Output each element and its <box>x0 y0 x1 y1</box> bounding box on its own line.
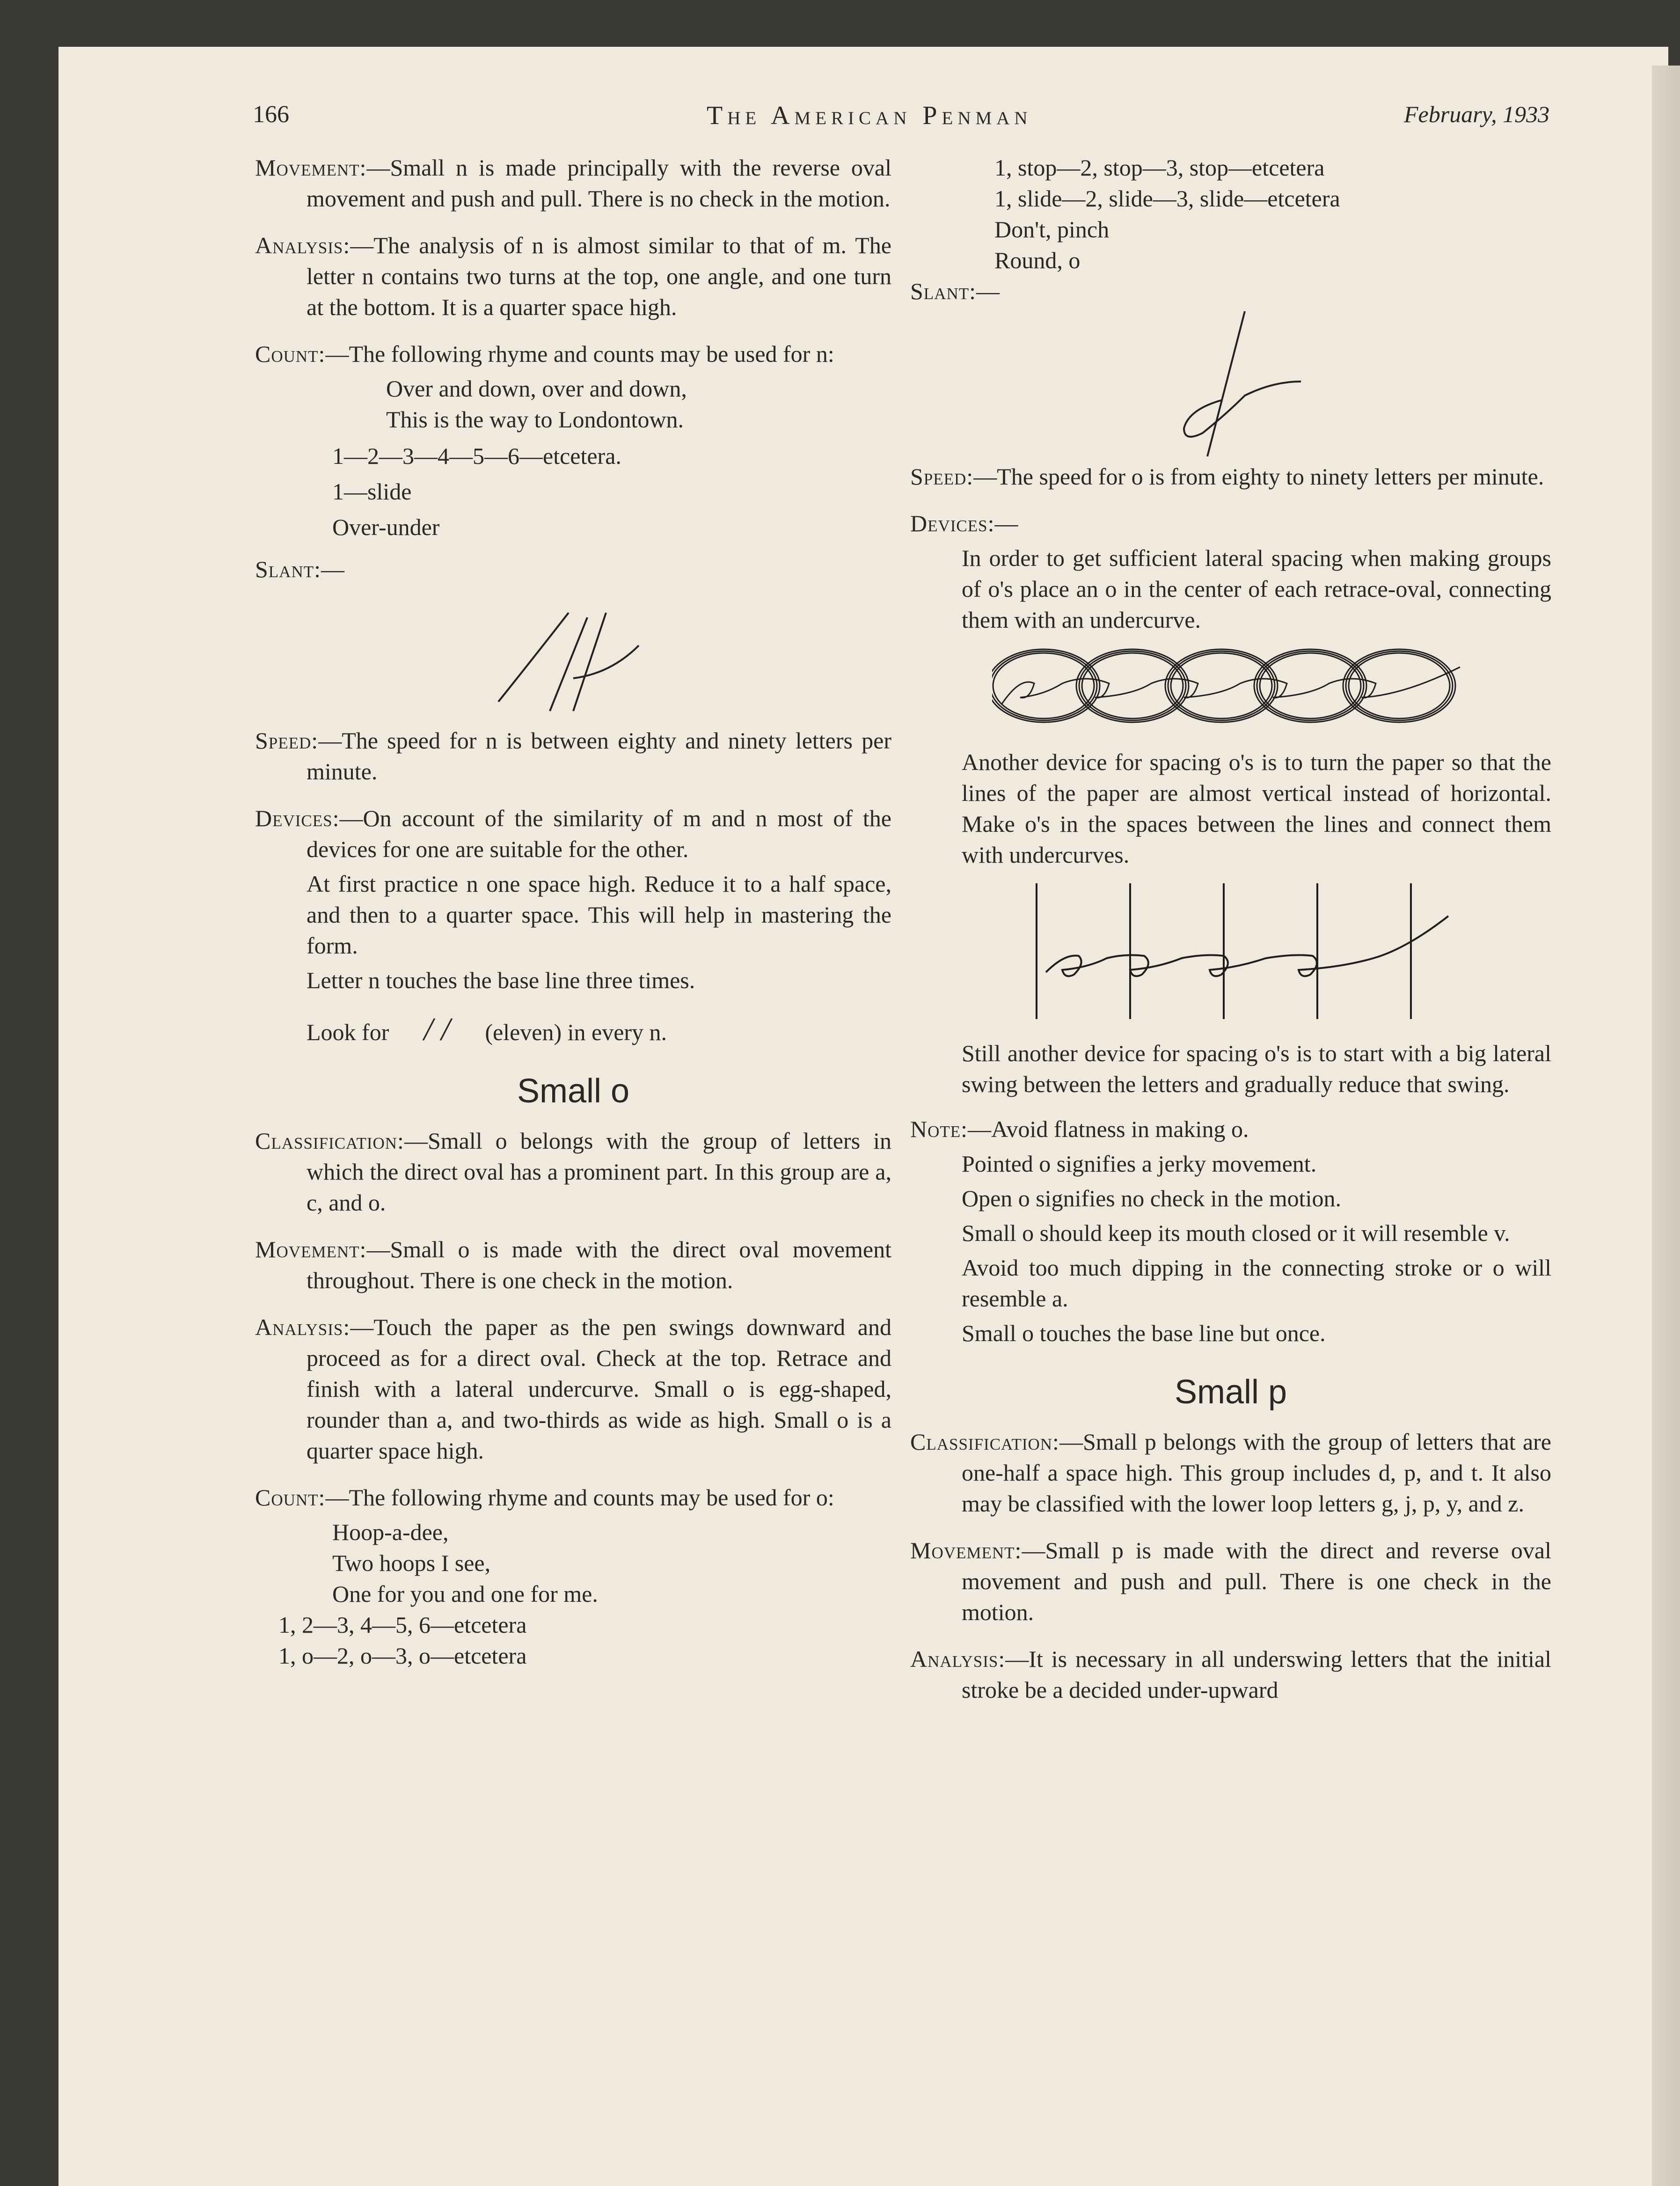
retrace-ovals-diagram <box>992 639 1469 733</box>
vertical-lines-diagram <box>985 874 1476 1028</box>
section-text: —Avoid flatness in making o. <box>968 1116 1249 1142</box>
count-line: 1, slide—2, slide—3, slide—etcetera <box>994 185 1340 212</box>
section-text: — <box>994 510 1018 536</box>
section-label: Analysis: <box>255 1314 351 1340</box>
section-label: Note: <box>910 1116 968 1142</box>
section-label: Movement: <box>910 1537 1022 1563</box>
note-o-detail: Open o signifies no check in the motion. <box>962 1185 1341 1211</box>
count-line: Don't, pinch <box>994 216 1110 242</box>
look-for-label: Look for <box>307 1019 389 1045</box>
section-text: —It is necessary in all underswing letters that the initial stroke be a decided under-upward <box>962 1646 1551 1703</box>
count-line: Round, o <box>994 247 1081 273</box>
count-line: 1—slide <box>332 478 412 505</box>
issue-date: February, 1933 <box>1404 101 1550 127</box>
note-o-paragraph <box>910 1114 1551 1144</box>
section-text: —Small n is made principally with the reverse oval movement and push and pull. There is no check in the motion. <box>307 154 891 212</box>
devices-o-paragraph <box>910 508 1551 539</box>
section-label: Count: <box>255 1484 326 1511</box>
section-label: Devices: <box>910 510 995 536</box>
analysis-p-paragraph <box>910 1643 1551 1705</box>
section-text: — <box>321 556 345 582</box>
eleven-symbol: / / <box>424 1012 451 1048</box>
devices-o-detail: Another device for spacing o's is to turn the paper so that the lines of the paper are almost vertical instead of horizontal. Make o's in the spaces between the lines and connect them with undercurves. <box>962 749 1551 868</box>
devices-o-detail: In order to get sufficient lateral spacing when making groups of o's place an o in the center of each retrace-oval, connecting them with an undercurve. <box>962 545 1551 633</box>
section-text: —Small p is made with the direct and reverse oval movement and push and pull. There is one check in the motion. <box>962 1537 1551 1625</box>
count-line: 1, o—2, o—3, o—etcetera <box>278 1643 527 1669</box>
rhyme-line: This is the way to Londontown. <box>386 406 684 433</box>
look-for-text: (eleven) in every n. <box>485 1019 667 1045</box>
section-text: —On account of the similarity of m and n most of the devices for one are suitable for the other. <box>307 805 891 862</box>
rhyme-line: Over and down, over and down, <box>386 375 687 402</box>
section-text: —The speed for o is from eighty to ninety letters per minute. <box>973 463 1544 490</box>
classification-o-paragraph <box>255 1125 891 1218</box>
section-label: Slant: <box>255 556 321 582</box>
right-column <box>910 152 1551 1721</box>
section-label: Classification: <box>910 1429 1059 1455</box>
devices-o-detail: Still another device for spacing o's is to start with a big lateral swing between the letters and gradually reduce that swing. <box>962 1040 1551 1097</box>
count-line: 1, stop—2, stop—3, stop—etcetera <box>994 154 1325 181</box>
page-edge <box>1652 66 1680 2186</box>
slant-n-diagram <box>433 585 714 725</box>
journal-title: The American Penman <box>707 101 1032 130</box>
count-o-paragraph <box>255 1482 891 1513</box>
count-line: 1—2—3—4—5—6—etcetera. <box>332 443 621 469</box>
count-line: 1, 2—3, 4—5, 6—etcetera <box>278 1612 527 1638</box>
devices-n-paragraph <box>255 803 891 865</box>
slant-o-diagram <box>1114 307 1348 461</box>
section-label: Devices: <box>255 805 340 831</box>
page-number: 166 <box>253 101 289 128</box>
section-text: —Small o is made with the direct oval movement throughout. There is one check in the motion. <box>307 1236 891 1293</box>
section-text: —The following rhyme and counts may be used for n: <box>325 341 834 367</box>
section-label: Movement: <box>255 1236 367 1262</box>
section-label: Slant: <box>910 278 977 304</box>
section-text: —Touch the paper as the pen swings downward and proceed as for a direct oval. Check at the top. Retrace and finish with a lateral undercurve. Small o is egg-shaped, rounder than a, and two-thirds as wide as high. Small o is a quarter space high. <box>307 1314 891 1464</box>
section-text: —Small o belongs with the group of letters in which the direct oval has a prominent part. In this group are a, c, and o. <box>307 1128 891 1216</box>
section-text: — <box>976 278 1000 304</box>
devices-n-detail: At first practice n one space high. Reduce it to a half space, and then to a quarter space. This will help in mastering the form. <box>307 871 891 959</box>
heading-small-o: Small o <box>517 1072 630 1110</box>
speed-n-paragraph <box>255 725 891 787</box>
section-label: Analysis: <box>255 232 351 258</box>
section-text: —The speed for n is between eighty and ninety letters per minute. <box>307 727 891 785</box>
speed-o-paragraph <box>910 461 1551 492</box>
count-line: Over-under <box>332 514 440 540</box>
rhyme-line: Two hoops I see, <box>332 1550 491 1576</box>
movement-n-paragraph <box>255 152 891 214</box>
section-label: Count: <box>255 341 326 367</box>
note-o-detail: Avoid too much dipping in the connecting stroke or o will resemble a. <box>962 1254 1551 1312</box>
section-label: Classification: <box>255 1128 404 1154</box>
note-o-detail: Small o should keep its mouth closed or it will resemble v. <box>962 1220 1510 1246</box>
left-column <box>255 152 891 1671</box>
note-o-detail: Pointed o signifies a jerky movement. <box>962 1151 1317 1177</box>
section-text: —The following rhyme and counts may be used for o: <box>325 1484 834 1511</box>
movement-p-paragraph <box>910 1535 1551 1628</box>
analysis-o-paragraph <box>255 1312 891 1466</box>
classification-p-paragraph <box>910 1426 1551 1519</box>
rhyme-line: Hoop-a-dee, <box>332 1519 449 1545</box>
section-label: Speed: <box>255 727 319 754</box>
note-o-detail: Small o touches the base line but once. <box>962 1320 1326 1346</box>
heading-small-p: Small p <box>1174 1373 1287 1411</box>
section-text: —The analysis of n is almost similar to that of m. The letter n contains two turns at the top, one angle, and one turn at the bottom. It is a quarter space high. <box>307 232 891 320</box>
look-for-line <box>307 1014 891 1048</box>
section-label: Movement: <box>255 154 367 181</box>
section-text: —Small p belongs with the group of letters that are one-half a space high. This group includes d, p, and t. It also may be classified with the lower loop letters g, j, p, y, and z. <box>962 1429 1551 1517</box>
count-n-paragraph <box>255 338 891 369</box>
rhyme-line: One for you and one for me. <box>332 1581 598 1607</box>
slant-n-paragraph <box>255 554 891 585</box>
section-label: Speed: <box>910 463 974 490</box>
section-label: Analysis: <box>910 1646 1006 1672</box>
analysis-n-paragraph <box>255 230 891 323</box>
devices-n-detail: Letter n touches the base line three times. <box>307 967 695 993</box>
slant-o-paragraph <box>910 276 1551 307</box>
movement-o-paragraph <box>255 1234 891 1296</box>
